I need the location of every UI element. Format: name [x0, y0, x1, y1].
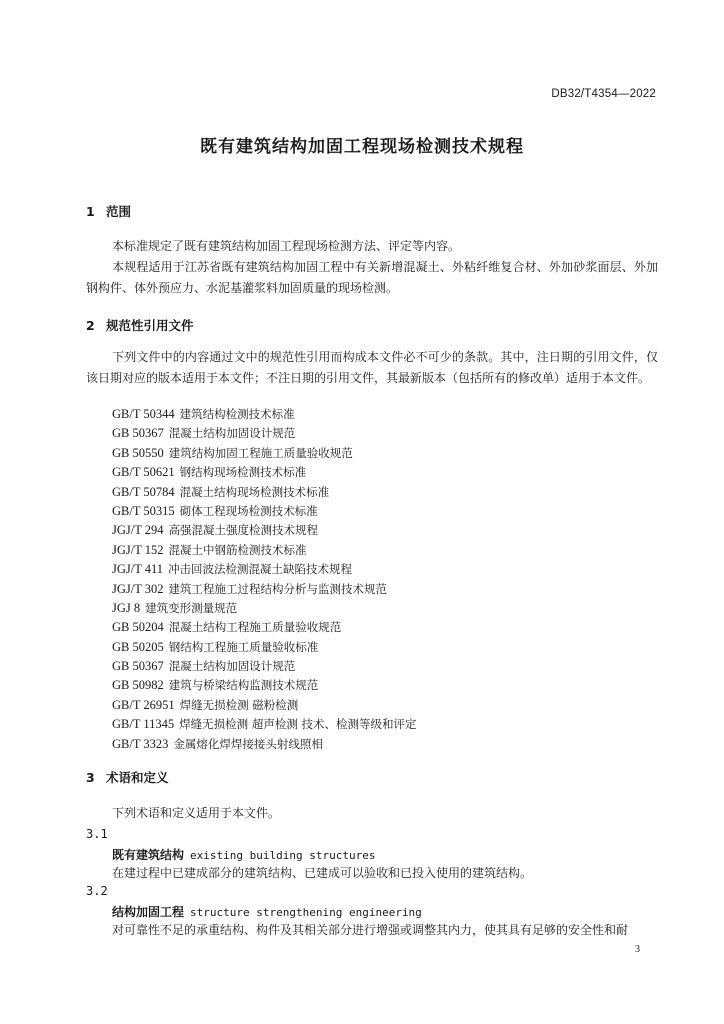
reference-item [112, 405, 416, 424]
section-heading-scope [86, 202, 131, 220]
reference-code: GB/T 50315 [112, 503, 175, 518]
reference-item [112, 560, 416, 579]
reference-code: JGJ/T 302 [112, 581, 164, 596]
terms-intro [86, 803, 658, 824]
paragraph-text: 下列文件中的内容通过文中的规范性引用而构成本文件必不可少的条款。其中，注日期的引用文件，仅该日期对应的版本适用于本文件；不注日期的引用文件，其最新版本（包括所有的修改单）适用于本文件。 [86, 350, 658, 385]
reference-code: GB/T 11345 [112, 717, 175, 732]
reference-code: GB/T 3323 [112, 736, 169, 751]
section-heading-normative [86, 316, 194, 334]
section-title: 范围 [106, 204, 132, 219]
reference-code: GB 50205 [112, 639, 164, 654]
clause-number: 3.2 [86, 884, 108, 898]
reference-item [112, 735, 416, 754]
reference-item [112, 599, 416, 618]
reference-code: JGJ/T 152 [112, 542, 164, 557]
reference-code: GB/T 50621 [112, 465, 175, 480]
document-title: 既有建筑结构加固工程现场检测技术规程 [200, 137, 524, 157]
clause-number: 3.1 [86, 827, 108, 841]
reference-item [112, 676, 416, 695]
reference-code: JGJ/T 294 [112, 523, 164, 538]
reference-code: GB 50367 [112, 426, 164, 441]
reference-code: GB/T 26951 [112, 697, 175, 712]
reference-title: 砌体工程现场检测技术标准 [179, 503, 318, 518]
page-number: 3 [635, 944, 640, 955]
reference-title: 建筑与桥梁结构监测技术规范 [168, 678, 319, 693]
reference-code: GB/T 50344 [112, 407, 175, 421]
reference-title: 建筑工程施工过程结构分析与监测技术规范 [168, 581, 388, 596]
section-title: 规范性引用文件 [106, 318, 194, 333]
reference-item [112, 580, 416, 599]
reference-title: 高强混凝土强度检测技术规程 [168, 523, 319, 538]
reference-code: GB 50367 [112, 659, 164, 674]
scope-paragraph-1 [86, 236, 658, 257]
reference-item [112, 444, 416, 463]
scope-paragraph-2 [86, 257, 658, 299]
reference-title: 混凝土中钢筋检测技术标准 [168, 542, 307, 557]
reference-title: 焊缝无损检测 磁粉检测 [179, 697, 299, 712]
reference-title: 建筑结构加固工程施工质量验收规范 [168, 445, 353, 460]
term-chinese: 既有建筑结构 [112, 848, 185, 862]
reference-list [112, 405, 416, 754]
reference-item [112, 483, 416, 502]
reference-title: 钢结构现场检测技术标准 [179, 465, 307, 480]
term-english: structure strengthening engineering [190, 906, 422, 919]
normative-intro [86, 347, 658, 389]
term-definition: 在建过程中已建成部分的建筑结构、已建成可以验收和已投入使用的建筑结构。 [112, 866, 533, 880]
section-number: 3 [86, 770, 95, 785]
term-entry [112, 903, 422, 920]
section-heading-terms [86, 768, 169, 786]
reference-title: 混凝土结构加固设计规范 [168, 659, 296, 674]
reference-title: 冲击回波法检测混凝土缺陷技术规程 [168, 562, 353, 577]
reference-title: 建筑结构检测技术标准 [179, 407, 295, 421]
reference-title: 混凝土结构工程施工质量验收规范 [168, 620, 342, 635]
reference-item [112, 715, 416, 734]
reference-title: 建筑变形测量规范 [145, 600, 238, 615]
paragraph-text: 下列术语和定义适用于本文件。 [112, 806, 281, 820]
reference-code: GB 50982 [112, 678, 164, 693]
term-definition: 对可靠性不足的承重结构、构件及其相关部分进行增强或调整其内力，使其具有足够的安全性和耐 [112, 923, 629, 937]
reference-item [112, 502, 416, 521]
reference-item [112, 657, 416, 676]
reference-item [112, 638, 416, 657]
paragraph-text: 本规程适用于江苏省既有建筑结构加固工程中有关新增混凝土、外粘纤维复合材、外加砂浆面层、外加钢构件、体外预应力、水泥基灌浆料加固质量的现场检测。 [86, 260, 658, 295]
reference-title: 混凝土结构现场检测技术标准 [179, 484, 330, 499]
reference-code: JGJ/T 411 [112, 562, 164, 577]
standard-code: DB32/T4354—2022 [551, 88, 656, 100]
term-entry [112, 846, 375, 863]
section-number: 2 [86, 318, 95, 333]
reference-item [112, 618, 416, 637]
reference-title: 混凝土结构加固设计规范 [168, 426, 296, 441]
term-english: existing building structures [190, 849, 376, 862]
paragraph-text: 本标准规定了既有建筑结构加固工程现场检测方法、评定等内容。 [112, 239, 461, 253]
term-chinese: 结构加固工程 [112, 905, 185, 919]
reference-item [112, 463, 416, 482]
reference-code: GB/T 50784 [112, 484, 175, 499]
reference-title: 焊缝无损检测 超声检测 技术、检测等级和评定 [179, 717, 417, 732]
reference-code: GB 50550 [112, 445, 164, 460]
reference-item [112, 541, 416, 560]
section-number: 1 [86, 204, 95, 219]
reference-item [112, 696, 416, 715]
reference-title: 金属熔化焊焊接接头射线照相 [173, 736, 323, 751]
reference-code: GB 50204 [112, 620, 164, 635]
reference-item [112, 424, 416, 443]
reference-title: 钢结构工程施工质量验收标准 [168, 639, 319, 654]
reference-item [112, 521, 416, 540]
reference-code: JGJ 8 [112, 600, 141, 615]
section-title: 术语和定义 [106, 770, 169, 785]
